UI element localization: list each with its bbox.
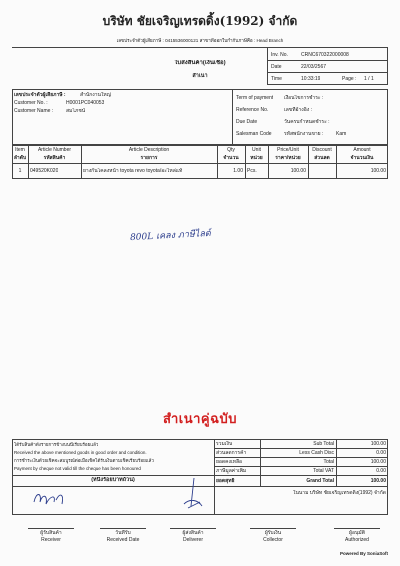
col-header-description-th: รายการ [140, 155, 158, 161]
payment-value: เงื่อนไขการชำระ : [284, 95, 324, 101]
deliverer-signature [180, 476, 206, 512]
signature-line [250, 528, 296, 529]
info-divider [267, 60, 388, 61]
col-header-unit-th: หน่วย [250, 155, 263, 161]
deliverer-label: Deliverer [182, 537, 203, 543]
totals-row-divider [214, 457, 388, 458]
page-label: Page : [342, 76, 357, 82]
totals-row-divider [214, 448, 388, 449]
col-header-amount: Amount [353, 147, 371, 153]
receiver-label-th: ผู้รับสินค้า [40, 530, 62, 536]
table-header-divider [12, 163, 388, 164]
date-value: 22/03/2567 [301, 64, 327, 70]
row-article: 049520K020 [30, 168, 59, 174]
inv-no-value: CRNC670322000008 [301, 52, 349, 58]
footer-note: Received the above mentioned goods in good order and condition. [14, 450, 147, 455]
col-header-description: Article Description [128, 147, 170, 153]
inv-no-label: Inv. No. [271, 52, 288, 58]
grand-total-label: Grand Total [306, 478, 334, 484]
col-header-item: Item [15, 147, 25, 153]
customer-name-value: สมโภชน์ [66, 108, 86, 114]
row-amount: 100.00 [370, 168, 386, 174]
salesman-code: Kam [336, 131, 347, 137]
handwritten-note: 800L เคลง ภาษีไลด์ [129, 228, 211, 244]
col-header-amount-th: จำนวนเงิน [350, 155, 374, 161]
collector-label-th: ผู้รับเงิน [264, 530, 282, 536]
footer-note: Payment by cheque not valid till the cheque has been honoured [14, 466, 141, 471]
authorized-label-th: ผู้อนุมัติ [349, 530, 365, 536]
deliverer-label-th: ผู้ส่งสินค้า [182, 530, 204, 536]
discount-label: Less Cash Disc [299, 450, 334, 456]
vat-label-th: ภาษีมูลค่าเพิ่ม [216, 468, 247, 474]
salesman-label: Salesman Code [236, 131, 272, 137]
row-unit: Pcs. [247, 168, 257, 174]
totals-row-divider [214, 475, 388, 476]
col-header-price-th: ราคา/หน่วย [275, 155, 301, 161]
due-date-value: วันครบกำหนดชำระ : [284, 119, 330, 125]
total-label-th: ยอดคงเหลือ [216, 459, 243, 465]
signature-line [28, 528, 74, 529]
footer-note: ได้รับสินค้าดังรายการข้างบนนี้เรียบร้อยแล้ว [14, 442, 99, 447]
tax-line: เลขประจำตัวผู้เสียภาษี : 0415536000121 สาขาที่ออกใบกำกับภาษีคือ : Head Branch [116, 38, 284, 43]
tax-id-label: เลขประจำตัวผู้เสียภาษี : [14, 92, 66, 98]
discount-label-th: ส่วนลดการค้า [216, 450, 247, 456]
on-behalf-text: ในนาม บริษัท ชัยเจริญเทรดดิ้ง(1992) จำกัด [293, 490, 386, 496]
vat-label: Total VAT [313, 468, 334, 474]
payment-label: Term of payment [236, 95, 274, 101]
col-header-discount-th: ส่วนลด [314, 155, 330, 161]
customer-no-value: H0001PC040053 [66, 100, 105, 106]
info-divider [267, 72, 388, 73]
discount-value: 0.00 [376, 450, 386, 456]
row-qty: 1.00 [233, 168, 243, 174]
subtotal-label-th: รวมเงิน [216, 441, 233, 447]
col-header-discount: Discount [312, 147, 332, 153]
col-header-article-th: รหัสสินค้า [43, 155, 66, 161]
reference-value: เลขที่อ้างอิง : [284, 107, 312, 113]
salesman-value: รหัสพนักงานขาย : [284, 131, 324, 137]
subtotal-label: Sub Total [313, 441, 334, 447]
receiver-signature [30, 488, 70, 510]
grand-total-value: 100.00 [370, 478, 386, 484]
totals-row-divider [214, 466, 388, 467]
powered-by: Powered By SoniaSoft [339, 551, 388, 556]
total-label: Total [323, 459, 334, 465]
col-header-price: Price/Unit [277, 147, 299, 153]
subtotal-value: 100.00 [370, 441, 386, 447]
signature-line [334, 528, 380, 529]
time-value: 10:33:19 [301, 76, 321, 82]
total-value: 100.00 [370, 459, 386, 465]
customer-divider [232, 89, 233, 145]
signature-line [170, 528, 216, 529]
totals-divider [336, 439, 337, 486]
signature-line [100, 528, 146, 529]
amount-in-words: (หนึ่งร้อยบาทถ้วน) [91, 477, 135, 483]
doc-title: ใบส่งสินค้า(เงินเชื่อ) [174, 60, 226, 66]
date-label: Date [271, 64, 282, 70]
row-price: 100.00 [290, 168, 306, 174]
vat-value: 0.00 [376, 468, 386, 474]
customer-name-label: Customer Name : [14, 108, 54, 114]
due-date-label: Due Date [236, 119, 258, 125]
receiver-label: Receiver [41, 537, 61, 543]
received-date-label: Received Date [106, 537, 140, 543]
col-header-unit: Unit [252, 147, 261, 153]
customer-box [12, 89, 388, 145]
authorized-label: Authorized [345, 537, 369, 543]
grand-total-label-th: ยอดสุทธิ [216, 478, 235, 484]
collector-label: Collector [263, 537, 283, 543]
col-header-qty-th: จำนวน [223, 155, 239, 161]
row-item: 1 [18, 168, 22, 174]
footer-note: การชำระเงินด้วยเช็คจะสมบูรณ์ต่อเมื่อเช็คได้รับเงินตามเช็คเรียบร้อยแล้ว [14, 458, 154, 463]
row-description: ยางกันโคลงหน้า toyota revo toyota/อะไหล่แท้ [83, 168, 183, 174]
totals-divider [260, 439, 261, 486]
company-name: บริษัท ชัยเจริญเทรดดิ้ง(1992) จำกัด [102, 14, 298, 28]
col-header-article: Article Number [37, 147, 72, 153]
customer-no-label: Customer No. : [14, 100, 48, 106]
col-header-item-th: ลำดับ [13, 155, 27, 161]
received-date-label-th: วันที่รับ [115, 530, 131, 536]
page-value: 1 / 1 [364, 76, 374, 82]
col-header-qty: Qty [227, 147, 235, 153]
footer-divider [214, 439, 215, 515]
reference-label: Reference No. [236, 107, 269, 113]
copy-stamp: สำเนาคู่ฉบับ [163, 411, 237, 426]
time-label: Time [271, 76, 282, 82]
doc-subtitle: สำเนา [192, 73, 208, 79]
customer-branch: สำนักงานใหญ่ [80, 92, 111, 98]
totals-row-divider [214, 486, 388, 487]
